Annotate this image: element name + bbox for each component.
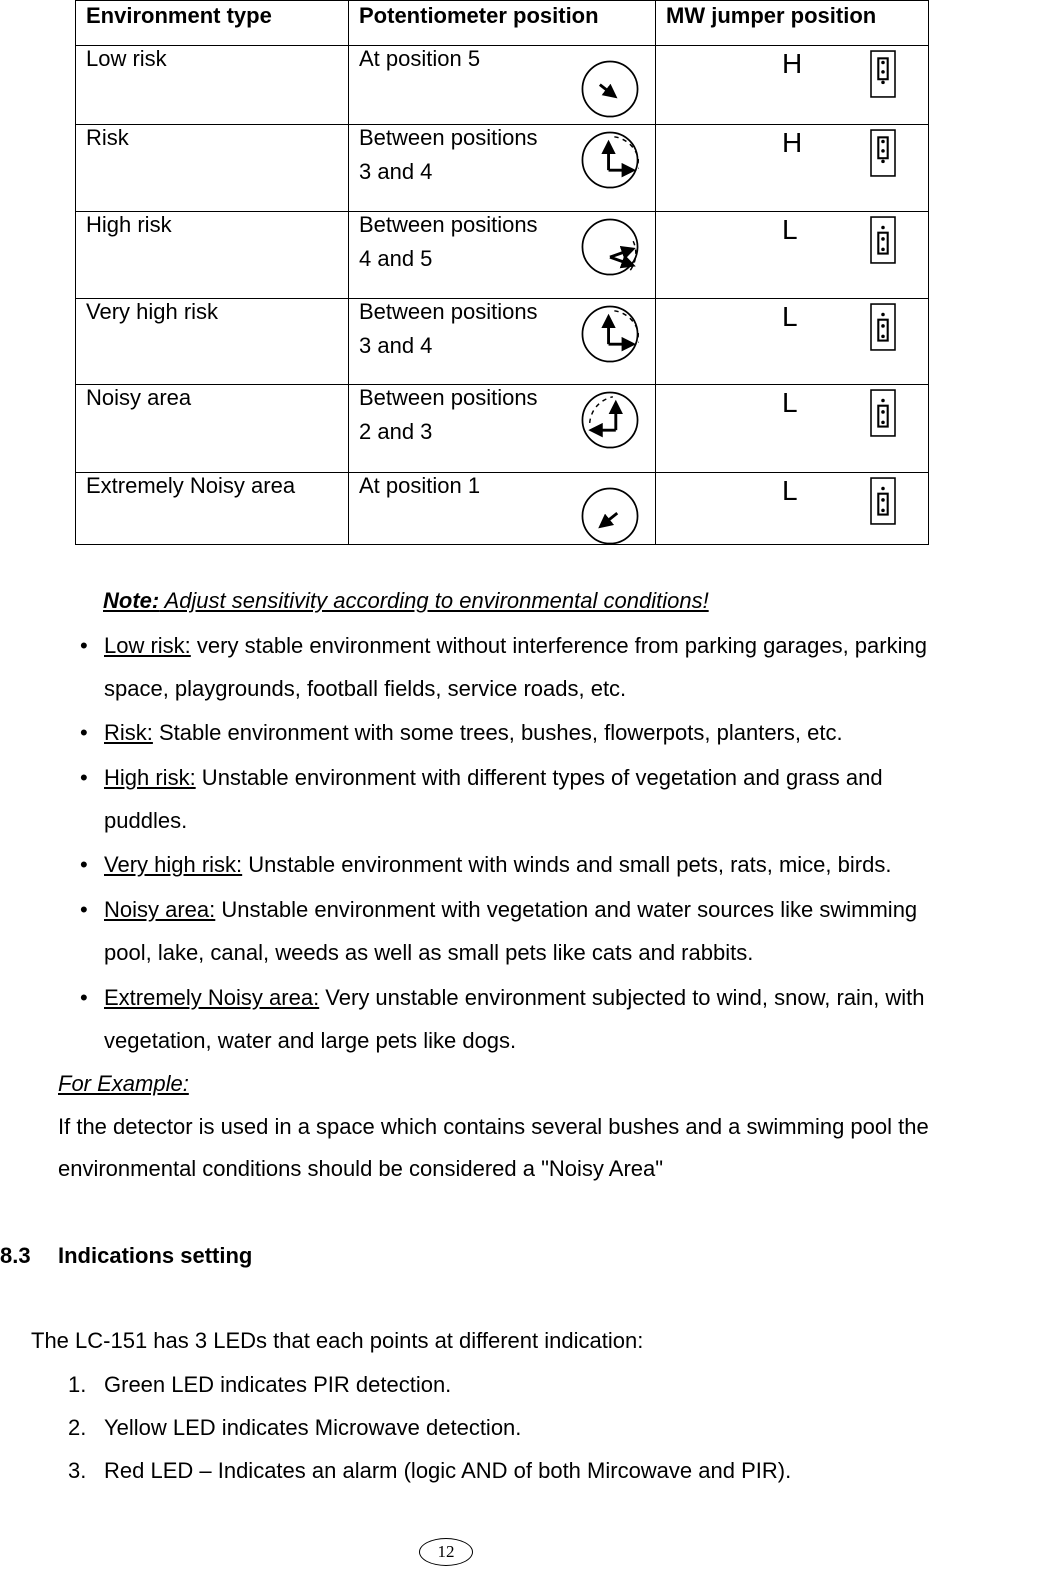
jumper-setting: L <box>782 475 798 506</box>
bullet-term: Very high risk: <box>104 852 243 877</box>
bullet-text: Unstable environment with different types of vegetation and grass and <box>195 765 883 790</box>
bullet-term: Extremely Noisy area: <box>104 985 320 1010</box>
section-title: Indications setting <box>58 1243 253 1268</box>
position-line-1: Between positions <box>359 212 538 237</box>
bullet-line-2: vegetation, water and large pets like dogs. <box>104 1028 517 1053</box>
dial-position-3-4-icon <box>581 305 639 369</box>
bullet-text: Unstable environment with winds and small pets, rats, mice, birds. <box>242 852 892 877</box>
bullet-term: High risk: <box>104 765 196 790</box>
list-text: Yellow LED indicates Microwave detection. <box>104 1415 522 1440</box>
example-label: For Example: <box>58 1071 189 1096</box>
bullet-line-1 <box>104 897 917 923</box>
bullet-icon: • <box>80 897 88 922</box>
table-row <box>76 385 929 473</box>
header-environment: Environment type <box>76 1 349 46</box>
table-row <box>76 212 929 299</box>
bullet-term: Noisy area: <box>104 897 216 922</box>
bullet-term: Risk: <box>104 720 153 745</box>
table-row <box>76 125 929 212</box>
jumper-setting: L <box>782 214 798 245</box>
dial-position-3-4-icon <box>581 131 639 195</box>
page-number: 12 <box>419 1538 473 1566</box>
potentiometer-cell <box>349 299 656 385</box>
position-line-2: 2 and 3 <box>359 419 433 444</box>
jumper-l-icon <box>866 216 900 270</box>
table-row <box>76 299 929 385</box>
position-line-2: 3 and 4 <box>359 159 433 184</box>
bullet-icon: • <box>80 720 88 745</box>
bullet-line-2: space, playgrounds, football fields, service roads, etc. <box>104 676 627 701</box>
environment-cell <box>76 385 349 473</box>
list-text: Green LED indicates PIR detection. <box>104 1372 452 1397</box>
bullet-icon: • <box>80 852 88 877</box>
header-jumper: MW jumper position <box>656 1 929 46</box>
note-label: Note: <box>103 588 160 613</box>
environment-type: Extremely Noisy area <box>86 473 296 498</box>
bullet-text: Unstable environment with vegetation and water sources like swimming <box>215 897 918 922</box>
list-text: Red LED – Indicates an alarm (logic AND of both Mircowave and PIR). <box>104 1458 792 1483</box>
note <box>103 588 709 614</box>
bullet-text: Stable environment with some trees, bushes, flowerpots, planters, etc. <box>152 720 843 745</box>
dial-position-4-5-icon <box>581 218 639 282</box>
dial-position-2-3-icon <box>581 391 639 455</box>
jumper-h-icon <box>866 50 900 104</box>
list-number: 3. <box>68 1458 87 1483</box>
position-line-1: At position 5 <box>359 46 481 71</box>
environment-type: Very high risk <box>86 299 219 324</box>
jumper-setting: H <box>782 48 803 79</box>
position-line-2: 4 and 5 <box>359 246 433 271</box>
jumper-setting: H <box>782 127 803 158</box>
jumper-cell <box>656 299 929 385</box>
potentiometer-cell <box>349 473 656 545</box>
position-line-1: Between positions <box>359 299 538 324</box>
intro-text: The LC-151 has 3 LEDs that each points at different indication: <box>31 1328 644 1353</box>
bullet-text: Very unstable environment subjected to wind, snow, rain, with <box>319 985 925 1010</box>
environment-type: High risk <box>86 212 172 237</box>
bullet-line-1 <box>104 765 883 791</box>
bullet-icon: • <box>80 985 88 1010</box>
jumper-l-icon <box>866 477 900 531</box>
jumper-cell <box>656 385 929 473</box>
potentiometer-cell <box>349 46 656 125</box>
jumper-setting: L <box>782 301 798 332</box>
bullet-icon: • <box>80 633 88 658</box>
jumper-cell <box>656 46 929 125</box>
environment-cell <box>76 299 349 385</box>
bullet-line-1 <box>104 720 843 746</box>
dial-position-5-icon <box>581 60 639 124</box>
environment-type: Risk <box>86 125 129 150</box>
dial-position-1-icon <box>581 487 639 551</box>
jumper-setting: L <box>782 387 798 418</box>
bullet-line-2: pool, lake, canal, weeds as well as small pets like cats and rabbits. <box>104 940 754 965</box>
example-line-1: If the detector is used in a space which contains several bushes and a swimming pool the <box>58 1114 929 1139</box>
potentiometer-cell <box>349 212 656 299</box>
header-potentiometer: Potentiometer position <box>349 1 656 46</box>
position-line-2: 3 and 4 <box>359 333 433 358</box>
bullet-term: Low risk: <box>104 633 191 658</box>
position-line-1: Between positions <box>359 385 538 410</box>
jumper-cell <box>656 125 929 212</box>
potentiometer-cell <box>349 385 656 473</box>
table-row <box>76 46 929 125</box>
environment-type: Noisy area <box>86 385 192 410</box>
environment-type: Low risk <box>86 46 167 71</box>
environment-cell <box>76 212 349 299</box>
sensitivity-table <box>75 0 929 545</box>
bullet-line-2: puddles. <box>104 808 188 833</box>
table-row <box>76 473 929 545</box>
bullet-text: very stable environment without interference from parking garages, parking <box>190 633 927 658</box>
position-line-1: Between positions <box>359 125 538 150</box>
section-number: 8.3 <box>0 1243 31 1268</box>
jumper-cell <box>656 473 929 545</box>
environment-cell <box>76 473 349 545</box>
position-line-1: At position 1 <box>359 473 481 498</box>
list-number: 2. <box>68 1415 87 1440</box>
jumper-l-icon <box>866 389 900 443</box>
table-header-row <box>76 1 929 46</box>
bullet-line-1 <box>104 852 891 878</box>
jumper-h-icon <box>866 129 900 183</box>
bullet-line-1 <box>104 633 927 659</box>
example-line-2: environmental conditions should be considered a "Noisy Area" <box>58 1156 664 1181</box>
jumper-cell <box>656 212 929 299</box>
jumper-l-icon <box>866 303 900 357</box>
note-text: Adjust sensitivity according to environmental conditions! <box>159 588 709 613</box>
list-number: 1. <box>68 1372 87 1397</box>
bullet-icon: • <box>80 765 88 790</box>
environment-cell <box>76 125 349 212</box>
bullet-line-1 <box>104 985 925 1011</box>
environment-cell <box>76 46 349 125</box>
potentiometer-cell <box>349 125 656 212</box>
